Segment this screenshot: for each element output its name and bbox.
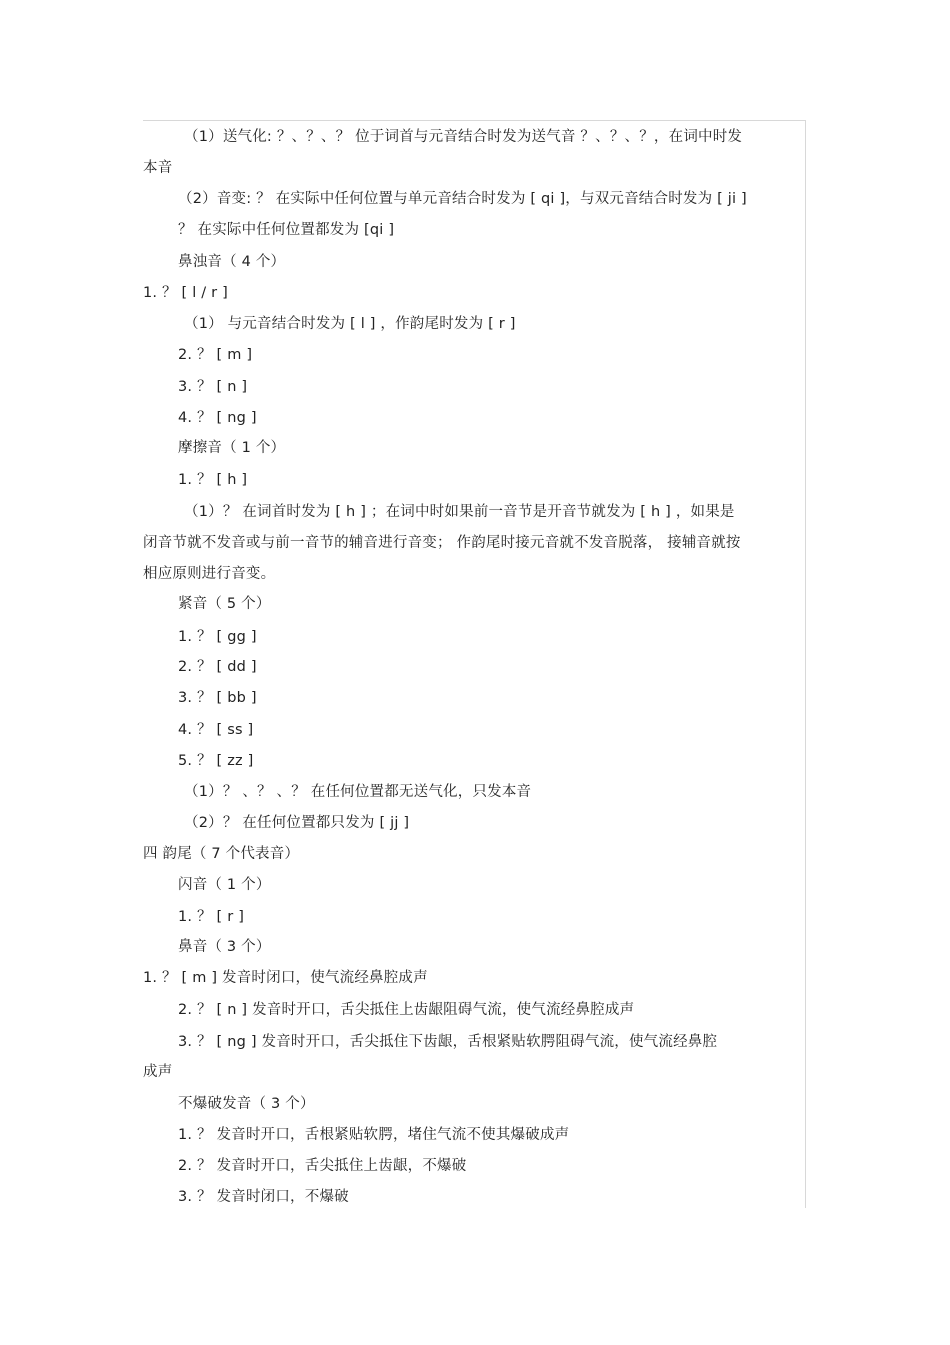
text-line: （1）？ 、？ 、？ 在任何位置都无送气化，只发本音 [184,784,532,800]
text-line: 2. ？ [ m ] [178,347,253,363]
section-heading: 鼻浊音（ 4 个） [178,254,286,270]
text-line: （2）？ 在任何位置都只发为 [ jj ] [184,815,410,831]
text-line: （1）？ 在词首时发为 [ h ] ；在词中时如果前一音节是开音节就发为 [ h ] ，如果是 [184,504,735,520]
text-line: 1. ？ [ m ] 发音时闭口，使气流经鼻腔成声 [143,970,428,986]
text-line: 1. ？ 发音时开口，舌根紧贴软腭，堵住气流不使其爆破成声 [178,1127,570,1143]
text-line: 3. ？ [ ng ] 发音时开口，舌尖抵住下齿龈，舌根紧贴软腭阻碍气流，使气流经鼻腔 [178,1034,718,1050]
text-line: 4. ？ [ ng ] [178,410,257,426]
section-heading: 四 韵尾（ 7 个代表音） [143,846,300,862]
text-line: 2. ？ [ n ] 发音时开口，舌尖抵住上齿龈阻碍气流，使气流经鼻腔成声 [178,1002,635,1018]
text-line: ？ 在实际中任何位置都发为 [qi ] [178,222,395,238]
text-line: 3. ？ [ n ] [178,379,248,395]
text-line: （2）音变: ？ 在实际中任何位置与单元音结合时发为 [ qi ]，与双元音结合时发为 [ ji ] [178,191,747,207]
text-line: 1. ？ [ l / r ] [143,285,228,301]
text-line: 1. ？ [ h ] [178,472,248,488]
text-line: 成声 [143,1064,173,1080]
text-line: （1） 与元音结合时发为 [ l ] ，作韵尾时发为 [ r ] [184,316,516,332]
text-line: 1. ？ [ r ] [178,909,245,925]
text-line: 4. ？ [ ss ] [178,722,254,738]
section-heading: 闪音（ 1 个） [178,877,271,893]
text-line: 本音 [143,160,173,176]
text-line: 相应原则进行音变。 [143,566,276,582]
text-line: 3. ？ [ bb ] [178,690,257,706]
text-line: 2. ？ [ dd ] [178,659,257,675]
text-line: 1. ？ [ gg ] [178,629,257,645]
section-heading: 紧音（ 5 个） [178,596,271,612]
text-line: （1）送气化: ？、？、？ 位于词首与元音结合时发为送气音 ？、？、？，在词中时发 [184,129,743,145]
section-heading: 摩擦音（ 1 个） [178,440,286,456]
section-heading: 鼻音（ 3 个） [178,939,271,955]
section-heading: 不爆破发音（ 3 个） [178,1096,315,1112]
text-line: 2. ？ 发音时开口，舌尖抵住上齿龈，不爆破 [178,1158,467,1174]
text-line: 3. ？ 发音时闭口，不爆破 [178,1189,349,1205]
text-line: 闭音节就不发音或与前一音节的辅音进行音变； 作韵尾时接元音就不发音脱落， 接辅音就按 [143,535,741,551]
text-line: 5. ？ [ zz ] [178,753,254,769]
